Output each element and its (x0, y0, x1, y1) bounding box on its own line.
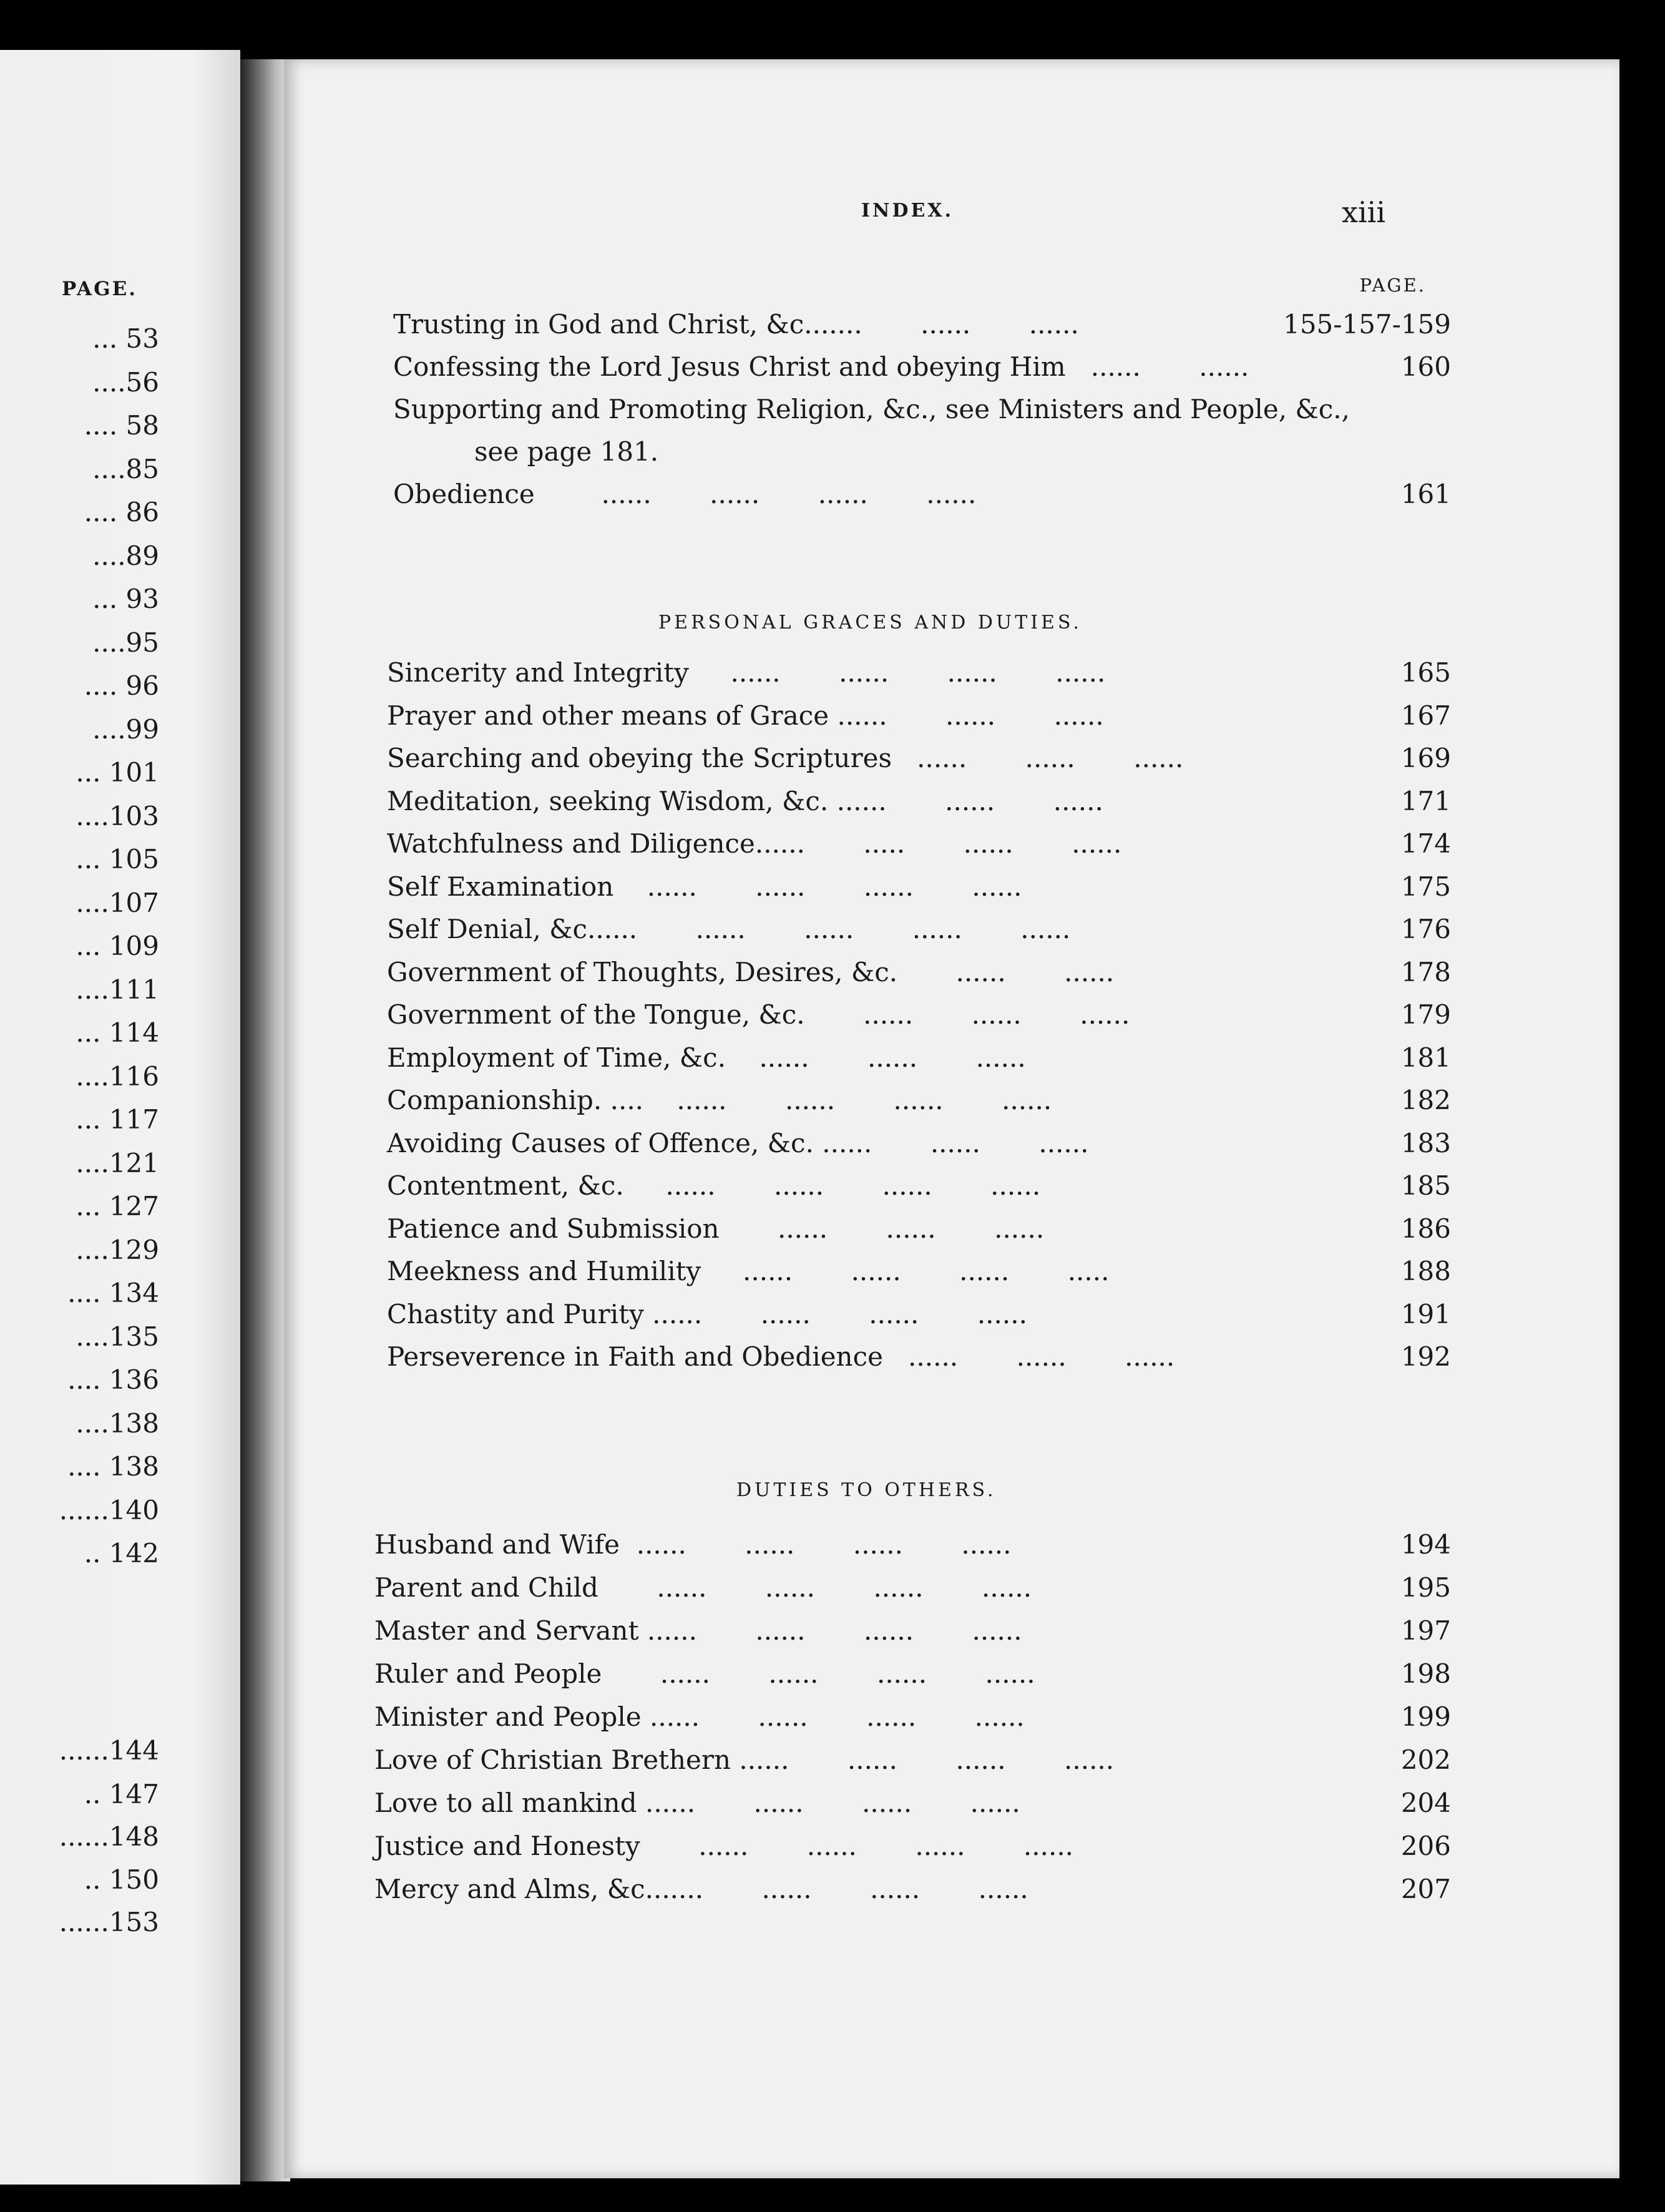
left-page-number: ....85 (92, 453, 159, 484)
index-entry-text: Chastity and Purity ...... ...... ...... ...... (387, 1298, 1027, 1329)
index-entry-page: 178 (1400, 956, 1451, 987)
index-entry-text: Self Denial, &c...... ...... ...... ...... ...... (387, 914, 1071, 944)
index-entry-page: 197 (1400, 1615, 1451, 1646)
left-page-number: ....116 (76, 1060, 159, 1092)
index-entry-text: Government of the Tongue, &c. ...... ...... ...... (387, 999, 1130, 1030)
index-entry-text: Master and Servant ...... ...... ...... ...... (374, 1615, 1022, 1646)
index-entry-text: Love of Christian Brethern ...... ...... ...... ...... (374, 1745, 1115, 1775)
section-heading-duties: DUTIES TO OTHERS. (736, 1479, 997, 1501)
left-page-number: ....99 (92, 713, 159, 745)
left-page-number: .. 150 (84, 1864, 159, 1895)
left-page-number: .... 136 (67, 1364, 159, 1395)
index-entry-page: 204 (1400, 1788, 1451, 1818)
index-entry-page: 185 (1400, 1170, 1451, 1201)
index-entry-text: Self Examination ...... ...... ...... ...... (387, 871, 1022, 902)
left-facing-page (0, 50, 240, 2185)
index-entry-page: 206 (1400, 1831, 1451, 1861)
index-entry-page: 191 (1400, 1298, 1451, 1329)
book-gutter (240, 59, 290, 2181)
left-page-number: ....135 (76, 1321, 159, 1352)
index-entry-page: 165 (1400, 657, 1451, 688)
index-entry-text: Prayer and other means of Grace ...... ...... ...... (387, 700, 1104, 731)
index-entry-text: Meditation, seeking Wisdom, &c. ...... ...... ...... (387, 785, 1103, 816)
index-entry-page: 167 (1400, 700, 1451, 731)
index-entry-page: 171 (1400, 785, 1451, 816)
index-entry-page: 179 (1400, 999, 1451, 1030)
left-page-number: ... 114 (76, 1017, 159, 1048)
index-entry-text: see page 181. (474, 436, 659, 467)
index-entry-text: Love to all mankind ...... ...... ...... ...... (374, 1788, 1020, 1818)
index-entry-text: Trusting in God and Christ, &c....... ...... ...... (393, 309, 1079, 340)
left-page-number: ....129 (76, 1234, 159, 1265)
index-entry-page: 174 (1400, 828, 1451, 859)
left-page-number: ... 109 (76, 931, 159, 961)
index-entry-text: Supporting and Promoting Religion, &c., see Ministers and People, &c., (393, 394, 1350, 424)
index-entry-page: 183 (1400, 1127, 1451, 1158)
left-page-number: ... 127 (76, 1191, 159, 1221)
index-entry-page: 198 (1400, 1658, 1451, 1689)
index-entry-text: Sincerity and Integrity ...... ...... ...... ...... (387, 657, 1106, 688)
left-page-number: ....103 (76, 800, 159, 831)
left-page-number: ....111 (76, 974, 159, 1005)
left-page-number: ......144 (59, 1735, 159, 1766)
running-head: INDEX. (861, 200, 954, 222)
index-entry-page: 199 (1400, 1701, 1451, 1732)
left-page-number: .... 86 (84, 497, 159, 527)
index-entry-page: 195 (1400, 1572, 1451, 1603)
index-entry-page: 192 (1400, 1341, 1451, 1372)
index-entry-text: Contentment, &c. ...... ...... ...... ...... (387, 1170, 1041, 1201)
index-entry-text: Parent and Child ...... ...... ...... ...... (374, 1572, 1032, 1603)
left-page-number: .. 142 (84, 1538, 159, 1568)
left-page-number: ......140 (59, 1494, 159, 1525)
left-page-number: ....95 (92, 627, 159, 658)
index-entry-page: 176 (1400, 914, 1451, 944)
left-page-number: ....121 (76, 1147, 159, 1178)
left-page-number: ... 53 (92, 323, 159, 354)
left-page-number: ......148 (59, 1821, 159, 1852)
index-entry-text: Searching and obeying the Scriptures ...... ...... ...... (387, 743, 1184, 773)
left-page-number: .. 147 (84, 1779, 159, 1809)
left-page-number: ....138 (76, 1407, 159, 1439)
left-page-header: PAGE. (61, 278, 137, 300)
index-entry-text: Perseverence in Faith and Obedience ...... ...... ...... (387, 1341, 1175, 1372)
index-entry-text: Patience and Submission ...... ...... ...... (387, 1213, 1045, 1244)
page-column-label: PAGE. (1359, 275, 1426, 296)
index-entry-text: Mercy and Alms, &c....... ...... ...... ...... (374, 1874, 1028, 1904)
index-entry-text: Meekness and Humility ...... ...... ...... ..... (387, 1256, 1110, 1286)
left-page-number: .... 134 (67, 1278, 159, 1308)
index-entry-page: 182 (1400, 1085, 1451, 1115)
index-entry-text: Avoiding Causes of Offence, &c. ...... ...... ...... (387, 1127, 1089, 1158)
index-entry-text: Confessing the Lord Jesus Christ and obeying Him ...... ...... (393, 351, 1249, 382)
left-page-number: ....107 (76, 887, 159, 918)
index-entry-page: 169 (1400, 743, 1451, 773)
left-page-number: ... 93 (92, 584, 159, 614)
index-entry-text: Minister and People ...... ...... ...... ...... (374, 1701, 1025, 1732)
left-page-number: ... 101 (76, 757, 159, 788)
left-page-number: ... 105 (76, 844, 159, 874)
index-entry-page: 194 (1400, 1529, 1451, 1560)
index-entry-text: Obedience ...... ...... ...... ...... (393, 479, 977, 509)
index-entry-text: Ruler and People ...... ...... ...... ...... (374, 1658, 1035, 1689)
index-entry-text: Government of Thoughts, Desires, &c. ...... ...... (387, 956, 1115, 987)
left-page-number: ... 117 (76, 1104, 159, 1135)
folio: xiii (1342, 195, 1386, 229)
left-page-number: .... 96 (84, 670, 159, 701)
index-entry-text: Watchfulness and Diligence...... ..... ...... ...... (387, 828, 1122, 859)
index-entry-text: Companionship. .... ...... ...... ...... ...... (387, 1085, 1052, 1115)
index-page (284, 59, 1619, 2178)
index-entry-page: 188 (1400, 1256, 1451, 1286)
left-page-number: .... 138 (67, 1451, 159, 1482)
index-entry-page: 155-157-159 (1283, 309, 1451, 340)
index-entry-page: 202 (1400, 1745, 1451, 1775)
index-entry-page: 160 (1400, 351, 1451, 382)
index-entry-text: Justice and Honesty ...... ...... ...... ...... (374, 1831, 1074, 1861)
left-page-number: ......153 (59, 1907, 159, 1937)
index-entry-page: 181 (1400, 1042, 1451, 1073)
left-page-number: ....56 (92, 366, 159, 398)
left-page-number: ....89 (92, 540, 159, 571)
index-entry-page: 161 (1400, 479, 1451, 509)
index-entry-page: 175 (1400, 871, 1451, 902)
index-entry-text: Husband and Wife ...... ...... ...... ...... (374, 1529, 1012, 1560)
index-entry-page: 186 (1400, 1213, 1451, 1244)
left-page-number: .... 58 (84, 410, 159, 441)
index-entry-text: Employment of Time, &c. ...... ...... ...... (387, 1042, 1026, 1073)
index-entry-page: 207 (1400, 1874, 1451, 1904)
section-heading-personal: PERSONAL GRACES AND DUTIES. (658, 612, 1082, 634)
